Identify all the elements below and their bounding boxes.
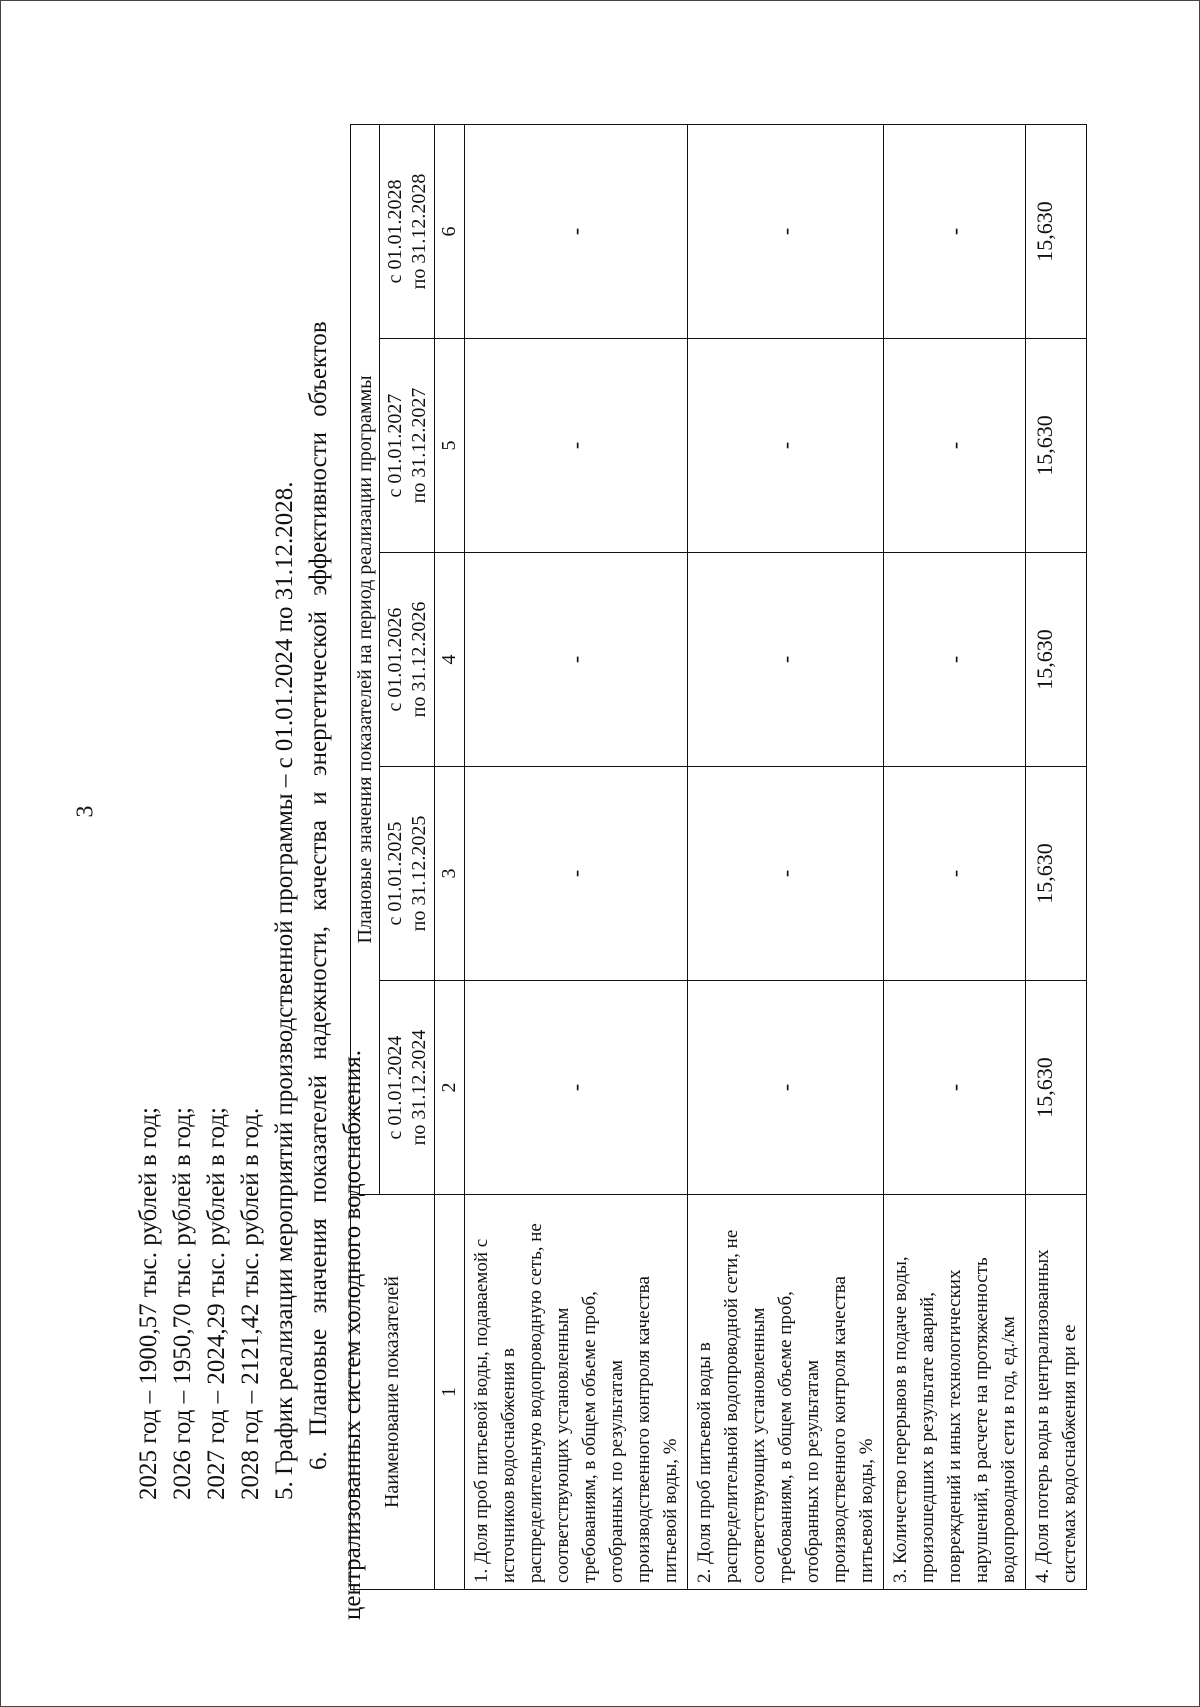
column-number: 2 bbox=[435, 981, 465, 1195]
indicator-name: 4. Доля потерь воды в централизованных системах водоснабжения при ее bbox=[1026, 1195, 1087, 1590]
indicator-value: - bbox=[465, 767, 688, 981]
table-row bbox=[465, 124, 688, 1589]
indicator-value: - bbox=[465, 339, 688, 553]
indicator-value: - bbox=[884, 553, 1026, 767]
column-number: 5 bbox=[435, 339, 465, 553]
indicator-value: 15,630 bbox=[1026, 124, 1087, 338]
header-period-2024: с 01.01.2024 по 31.12.2024 bbox=[380, 981, 435, 1195]
header-plan-values: Плановые значения показателей на период реализации программы bbox=[351, 124, 380, 1194]
header-period-2027: с 01.01.2027 по 31.12.2027 bbox=[380, 339, 435, 553]
indicator-value: - bbox=[884, 767, 1026, 981]
header-indicator-name: Наименование показателей bbox=[351, 1195, 435, 1590]
rotated-document-content bbox=[110, 110, 1150, 1620]
section-6-title-cont: централизованных систем холодного водоснабжения. bbox=[339, 1050, 366, 1620]
section-6-title: 6. Плановые значения показателей надежности, качества и энергетической эффективности объектов bbox=[305, 321, 332, 1470]
indicator-name: 1. Доля проб питьевой воды, подаваемой с источников водоснабжения в распределительную водопроводную сеть, не соответствующих установленным требованиям, в общем объеме проб, отобранных по результатам производственного контроля качества питьевой воды, % bbox=[465, 1195, 688, 1590]
cost-line-2025: 2025 год – 1900,57 тыс. рублей в год; bbox=[135, 1107, 162, 1500]
column-number: 3 bbox=[435, 767, 465, 981]
table-row bbox=[1026, 124, 1087, 1589]
indicator-value: - bbox=[884, 981, 1026, 1195]
indicators-table bbox=[350, 124, 1087, 1590]
indicator-name: 2. Доля проб питьевой воды в распределительной водопроводной сети, не соответствующих установленным требованиям, в общем объеме проб, отобранных по результатам производственного контроля качества питьевой воды, % bbox=[688, 1195, 884, 1590]
cost-line-2027: 2027 год – 2024,29 тыс. рублей в год; bbox=[203, 1107, 230, 1500]
column-number: 4 bbox=[435, 553, 465, 767]
indicator-value: 15,630 bbox=[1026, 553, 1087, 767]
header-period-2026: с 01.01.2026 по 31.12.2026 bbox=[380, 553, 435, 767]
column-number: 1 bbox=[435, 1195, 465, 1590]
indicator-value: - bbox=[465, 553, 688, 767]
indicator-value: - bbox=[465, 981, 688, 1195]
cost-line-2028: 2028 год – 2121,42 тыс. рублей в год. bbox=[237, 1107, 264, 1500]
indicator-value: - bbox=[465, 124, 688, 338]
indicator-value: 15,630 bbox=[1026, 339, 1087, 553]
header-period-2025: с 01.01.2025 по 31.12.2025 bbox=[380, 767, 435, 981]
indicator-value: - bbox=[688, 124, 884, 338]
column-number: 6 bbox=[435, 124, 465, 338]
indicator-value: 15,630 bbox=[1026, 981, 1087, 1195]
table-row bbox=[884, 124, 1026, 1589]
intro-text bbox=[132, 120, 370, 1620]
indicator-name: 3. Количество перерывов в подаче воды, произошедших в результате аварий, повреждений и иных технологических нарушений, в расчете на протяженность водопроводной сети в год, ед./км bbox=[884, 1195, 1026, 1590]
indicator-value: - bbox=[688, 767, 884, 981]
indicator-value: - bbox=[884, 124, 1026, 338]
table-row bbox=[688, 124, 884, 1589]
header-period-2028: с 01.01.2028 по 31.12.2028 bbox=[380, 124, 435, 338]
cost-line-2026: 2026 год – 1950,70 тыс. рублей в год; bbox=[169, 1107, 196, 1500]
indicator-value: - bbox=[688, 553, 884, 767]
section-5-schedule: 5. График реализации мероприятий производственной программы – с 01.01.2024 по 31.12.2028. bbox=[271, 481, 298, 1500]
indicator-value: 15,630 bbox=[1026, 767, 1087, 981]
indicator-value: - bbox=[688, 339, 884, 553]
page-number: 3 bbox=[72, 805, 99, 818]
indicator-value: - bbox=[688, 981, 884, 1195]
indicator-value: - bbox=[884, 339, 1026, 553]
